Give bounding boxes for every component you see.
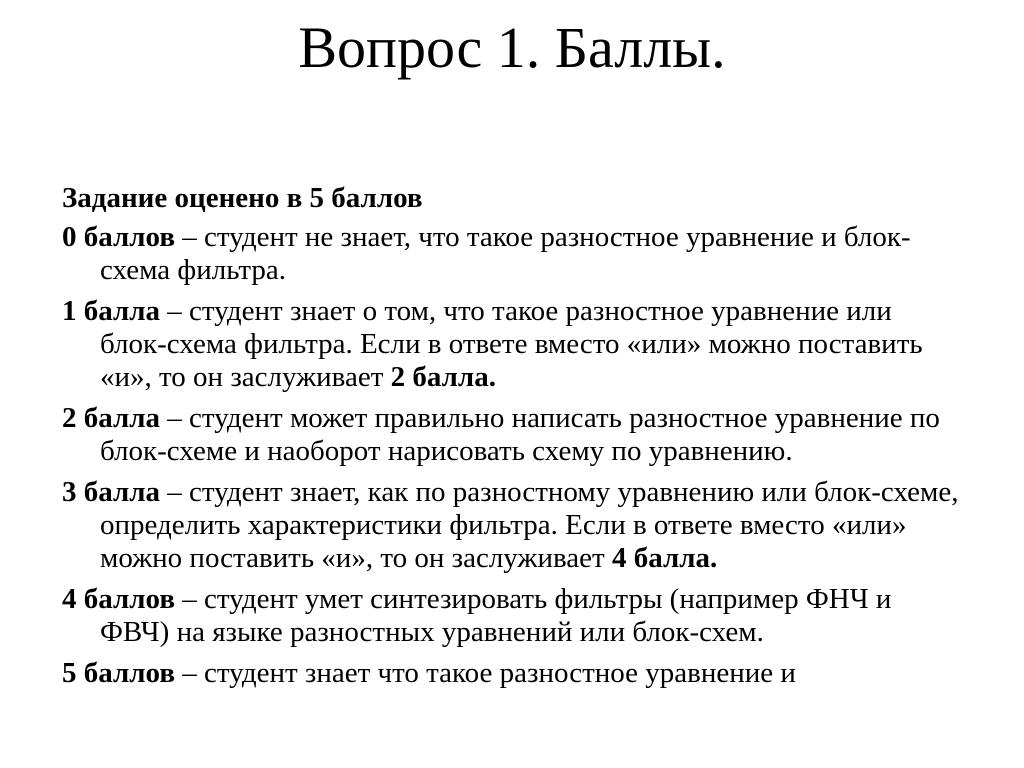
grade-item-0 (62, 221, 962, 287)
slide-content (62, 182, 962, 698)
grade-item-1 (62, 295, 962, 394)
grade-description: – студент знает о том, что такое разностное уравнение или блок-схема фильтра. Если в ответе вместо «или» можно поставить «и», то он заслуживает (100, 295, 923, 393)
grade-item-3 (62, 476, 962, 575)
grade-description: – студент умет синтезировать фильтры (например ФНЧ и ФВЧ) на языке разностных уравнений или блок-схем. (100, 583, 892, 648)
grade-item-5 (62, 657, 962, 690)
grade-score: 4 баллов (62, 583, 175, 615)
grade-bonus: 4 балла. (611, 542, 718, 574)
grade-score: 5 баллов (62, 657, 175, 689)
grade-score: 0 баллов (62, 221, 175, 253)
grade-description: – студент не знает, что такое разностное уравнение и блок-схема фильтра. (100, 221, 911, 286)
grade-score: 3 балла (62, 476, 161, 508)
grade-score: 2 балла (62, 402, 161, 434)
grade-bonus: 2 балла. (390, 361, 496, 393)
grade-description: – студент знает что такое разностное уравнение и (174, 657, 796, 689)
grade-score: 1 балла (62, 295, 161, 327)
slide-title: Вопрос 1. Баллы. (298, 15, 726, 80)
grade-item-4 (62, 583, 962, 649)
grading-heading: Задание оценено в 5 баллов (62, 182, 423, 214)
grade-item-2 (62, 402, 962, 468)
grade-description: – студент знает, как по разностному уравнению или блок-схеме, определить характеристики фильтра. Если в ответе вместо «или» можно поставить «и», то он заслуживает (100, 476, 959, 574)
grade-description: – студент может правильно написать разностное уравнение по блок-схеме и наоборот нарисовать схему по уравнению. (100, 402, 940, 467)
